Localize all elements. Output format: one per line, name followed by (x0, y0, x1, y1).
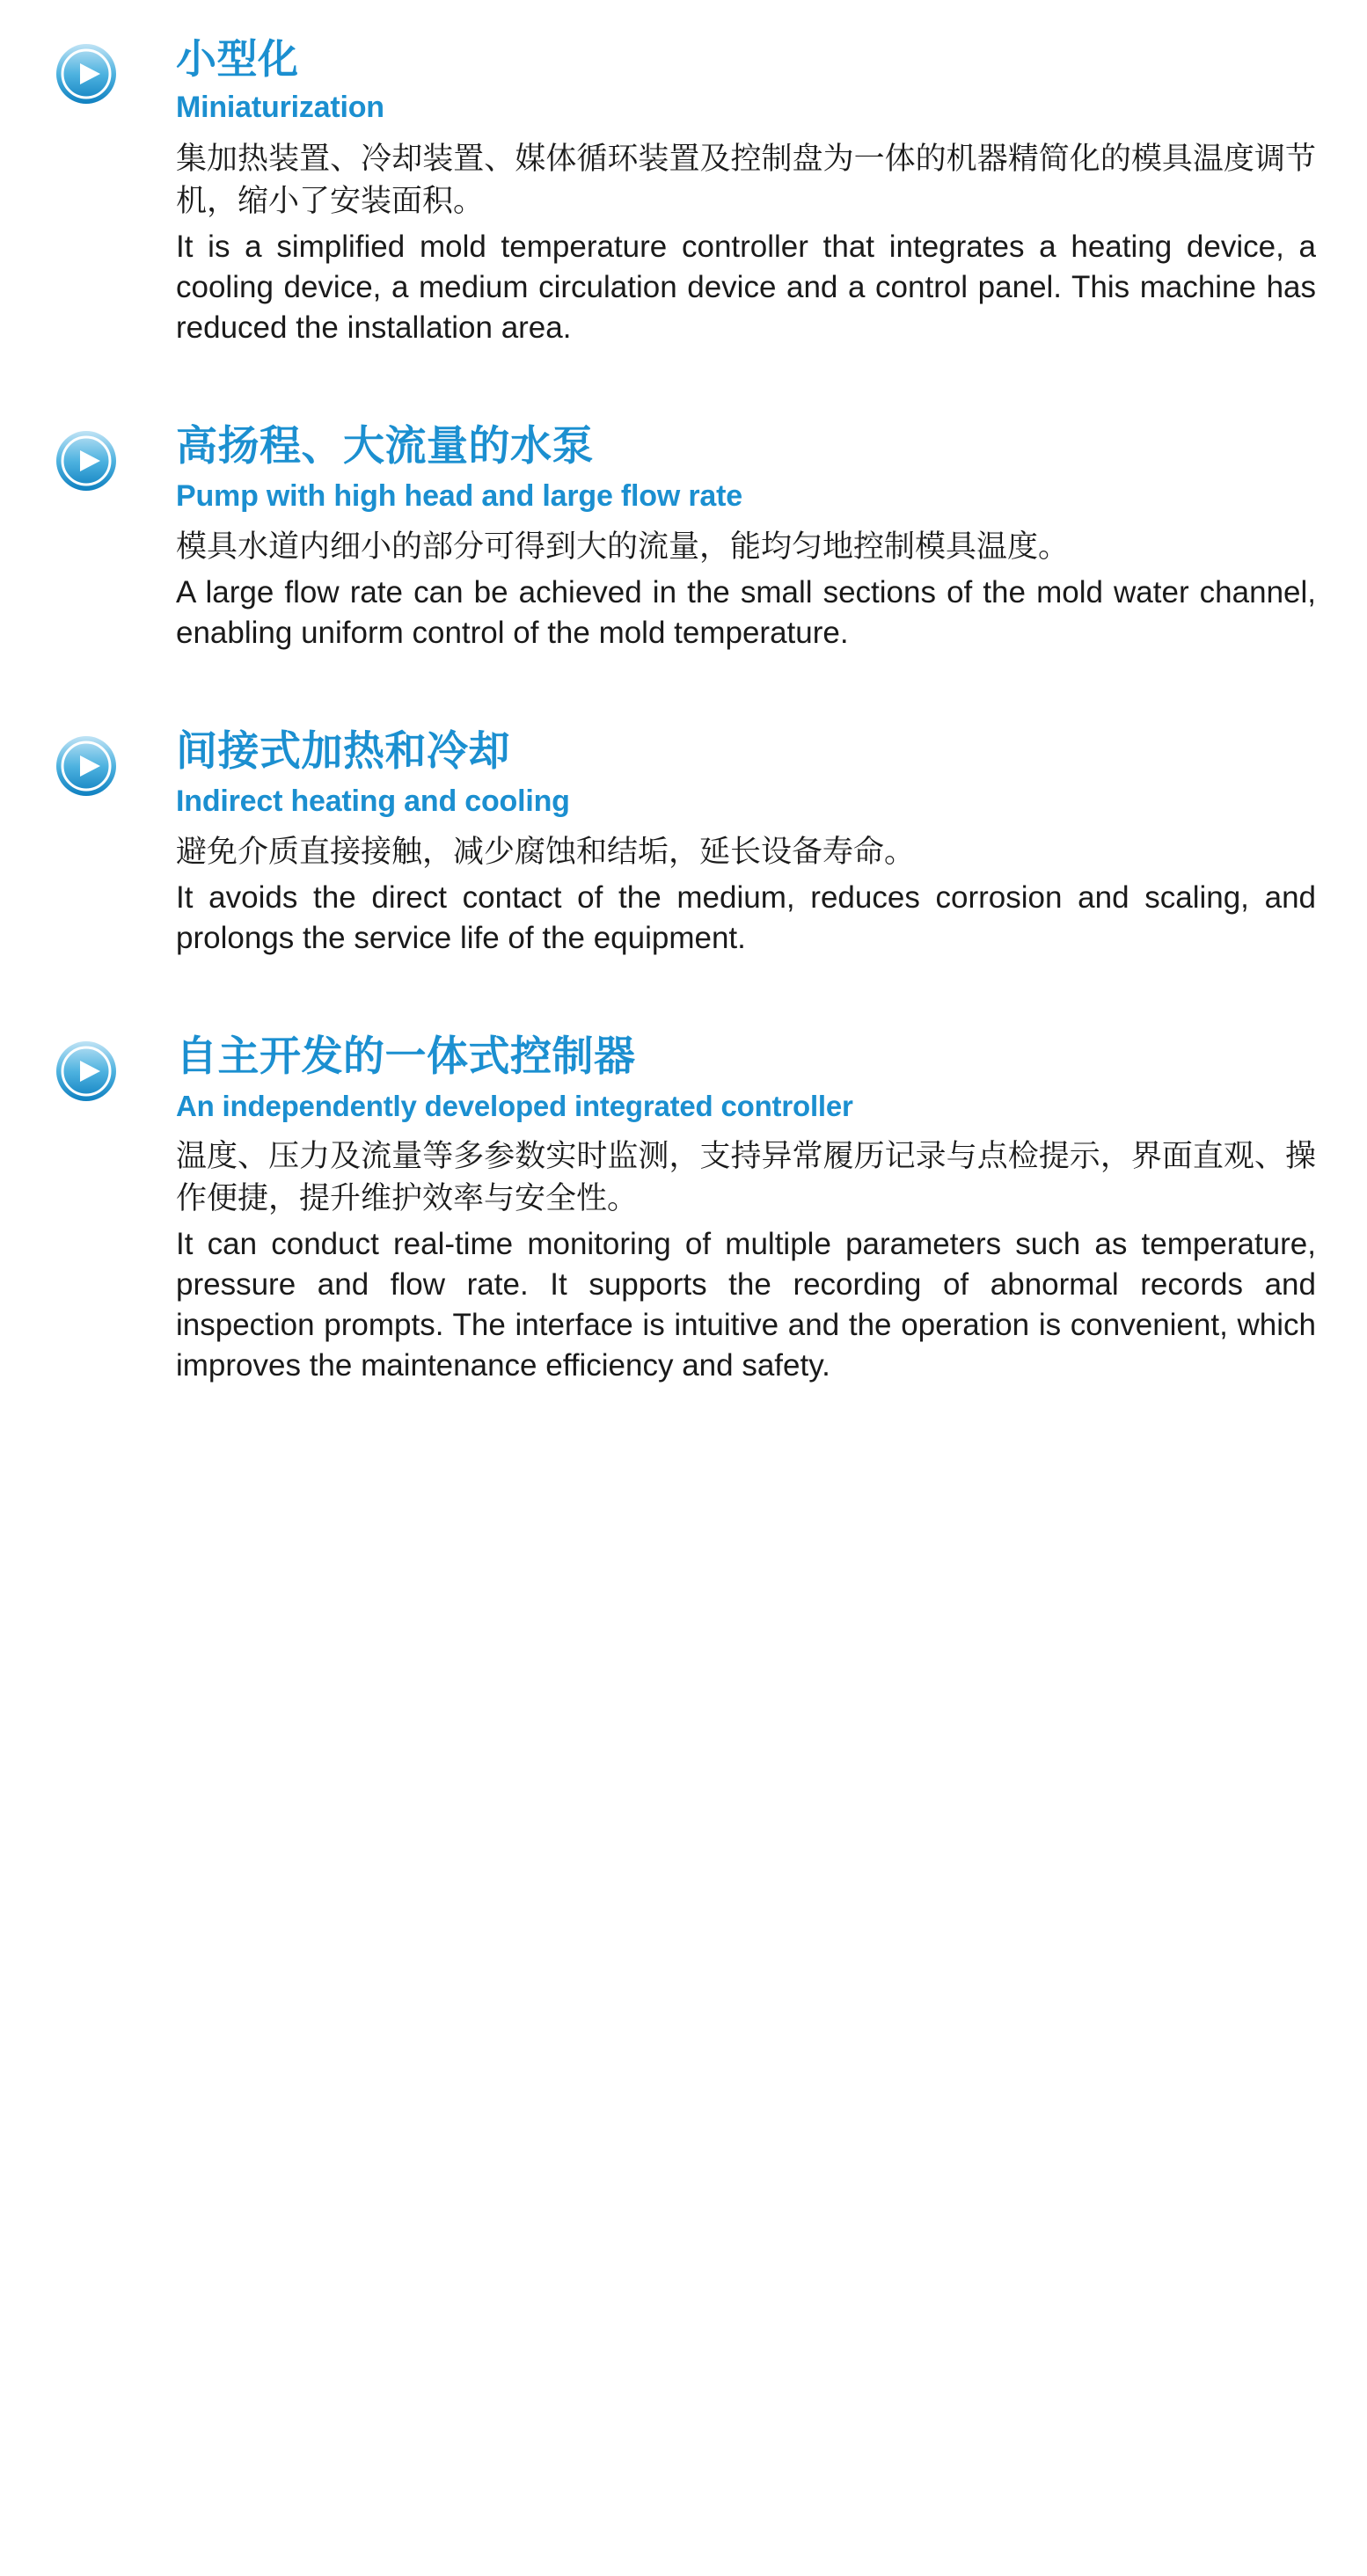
feature-title-en: Miniaturization (176, 91, 384, 125)
feature-item (0, 422, 1367, 653)
play-circle-icon (55, 42, 118, 106)
feature-title-cn: 间接式加热和冷却 (176, 727, 510, 777)
feature-title-en: Indirect heating and cooling (176, 784, 570, 818)
feature-title-en: An independently developed integrated controller (176, 1089, 853, 1122)
feature-title-cn: 小型化 (176, 35, 299, 83)
feature-item (0, 727, 1367, 959)
feature-body-en: A large flow rate can be achieved in the small sections of the mold water channel, enabling uniform control of the mold temperature. (176, 574, 1316, 650)
feature-item (0, 1033, 1367, 1386)
feature-title-cn: 高扬程、大流量的水泵 (176, 422, 594, 471)
play-circle-icon (55, 734, 118, 798)
feature-title-en: Pump with high head and large flow rate (176, 478, 742, 513)
feature-body-cn: 模具水道内细小的部分可得到大的流量，能均匀地控制模具温度。 (176, 529, 1070, 566)
feature-body-en: It avoids the direct contact of the medium, reduces corrosion and scaling, and prolongs the service life of the equipment. (176, 879, 1316, 955)
feature-body-cn: 避免介质直接接触，减少腐蚀和结垢，延长设备寿命。 (176, 835, 916, 871)
feature-body-en: It can conduct real-time monitoring of multiple parameters such as temperature, pressure and flow rate. It supports the recording of abnormal records and inspection prompts. The interface is intuitive and the operation is convenient, which improves the maintenance efficiency and safety. (176, 1226, 1316, 1383)
feature-body-cn: 温度、压力及流量等多参数实时监测，支持异常履历记录与点检提示，界面直观、操作便捷，提升维护效率与安全性。 (176, 1139, 1316, 1217)
feature-item (0, 35, 1367, 348)
feature-body-en: It is a simplified mold temperature controller that integrates a heating device, a cooling device, a medium circulation device and a control panel. This machine has reduced the installation area. (176, 229, 1316, 346)
play-circle-icon (55, 429, 118, 493)
play-circle-icon (55, 1040, 118, 1103)
feature-body-cn: 集加热装置、冷却装置、媒体循环装置及控制盘为一体的机器精简化的模具温度调节机，缩小了安装面积。 (176, 142, 1316, 220)
feature-title-cn: 自主开发的一体式控制器 (176, 1033, 636, 1082)
